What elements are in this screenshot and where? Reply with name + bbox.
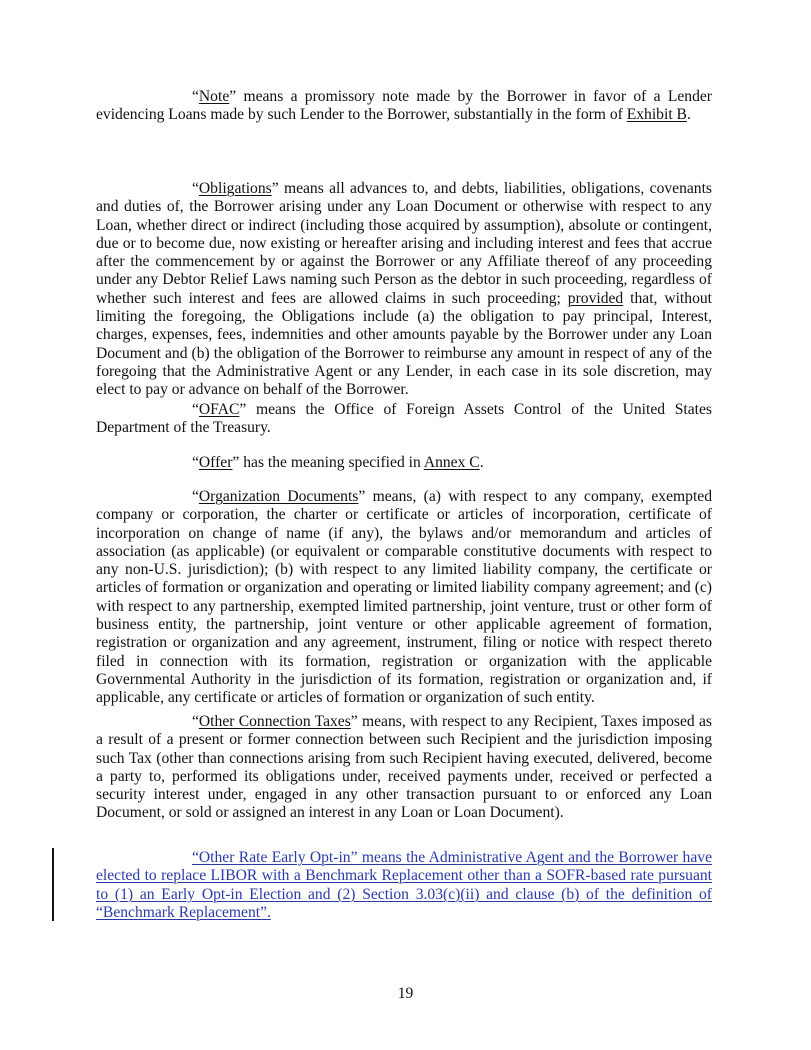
defined-term: Other Connection Taxes: [198, 713, 351, 730]
definition-ofac: “OFAC” means the Office of Foreign Assets Control of the United States Department of the Treasury.: [96, 401, 712, 437]
defined-term: Organization Documents: [198, 488, 359, 505]
exhibit-reference: Exhibit B: [626, 106, 687, 124]
page-number: 19: [397, 985, 414, 1002]
definition-offer: “Offer” has the meaning specified in Annex C.: [192, 454, 484, 471]
definition-other-connection-taxes: “Other Connection Taxes” means, with respect to any Recipient, Taxes imposed as a result of a present or former connection between such Recipient and the jurisdiction imposing such Tax (other than connections arising from such Recipient having executed, delivered, become a party to, performed its obligations under, received payments under, received or perfected a security interest under, engaged in any other transaction pursuant to or enforced any Loan Document, or sold or assigned an interest in any Loan or Loan Document).: [96, 713, 712, 822]
defined-term: OFAC: [198, 401, 240, 418]
definition-obligations: “Obligations” means all advances to, and debts, liabilities, obligations, covenants and duties of, the Borrower arising under any Loan Document or otherwise with respect to any Loan, whether direct or indirect (including those acquired by assumption), absolute or contingent, due or to become due, now existing or hereafter arising and including interest and fees that accrue after the commencement by or against the Borrower or any Affiliate thereof of any proceeding under any Debtor Relief Laws naming such Person as the debtor in such proceeding, regardless of whether such interest and fees are allowed claims in such proceeding; provided that, without limiting the foregoing, the Obligations include (a) the obligation to pay principal, Interest, charges, expenses, fees, indemnities and other amounts payable by the Borrower under any Loan Document and (b) the obligation of the Borrower to reimburse any amount in respect of any of the foregoing that the Administrative Agent or any Lender, in each case in its sole discretion, may elect to pay or advance on behalf of the Borrower.: [96, 180, 712, 399]
definition-organization-documents: “Organization Documents” means, (a) with respect to any company, exempted company or corporation, the charter or certificate or articles of incorporation, certificate of incorporation on change of name (if any), the bylaws and/or memorandum and articles of association (as applicable) (or equivalent or comparable constitutive documents with respect to any non-U.S. jurisdiction); (b) with respect to any limited liability company, the certificate or articles of formation or organization and operating or limited liability company agreement; and (c) with respect to any partnership, exempted limited partnership, joint venture, trust or other form of business entity, the partnership, joint venture or other applicable agreement of formation, registration or organization and any agreement, instrument, filing or notice with respect thereto filed in connection with its formation, registration or organization with the applicable Governmental Authority in the jurisdiction of its formation, registration or organization and, if applicable, any certificate or articles of formation or organization of such entity.: [96, 488, 713, 707]
annex-reference: Annex C: [423, 454, 480, 471]
defined-term: Note: [198, 88, 230, 105]
proviso-term: provided: [567, 289, 624, 307]
definition-note: “Note” means a promissory note made by the Borrower in favor of a Lender evidencing Loans made by such Lender to the Borrower, substantially in the form of Exhibit B.: [96, 88, 712, 124]
inserted-revision-text: “Other Rate Early Opt-in” means the Administrative Agent and the Borrower have elected to replace LIBOR with a Benchmark Replacement other than a SOFR-based rate pursuant to (1) an Early Opt-in Election and (2) Section 3.03(c)(ii) and clause (b) of the definition of “Benchmark Replacement”.: [96, 849, 712, 921]
defined-term: Obligations: [198, 180, 272, 197]
definition-other-rate-early-opt-in: [96, 849, 712, 922]
revision-change-bar: [52, 848, 54, 921]
defined-term: Offer: [198, 454, 233, 471]
